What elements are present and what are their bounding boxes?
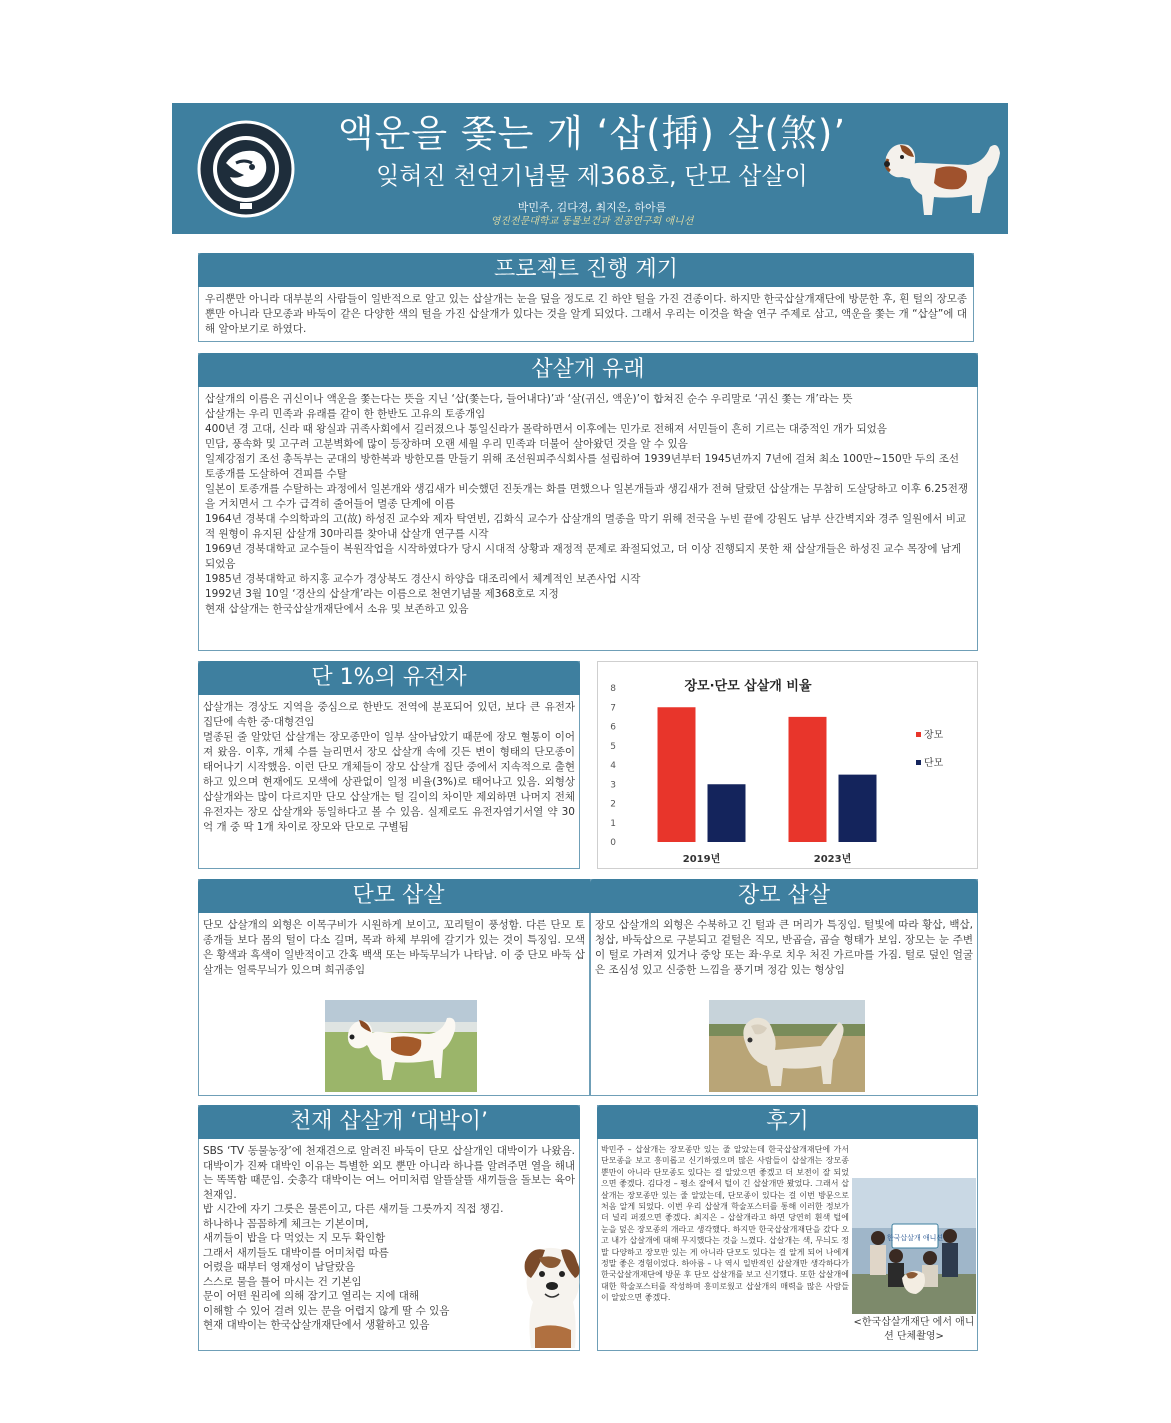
y-tick-label: 1	[610, 818, 616, 829]
group-photo-sign: 한국삽살개 애니션	[886, 1234, 944, 1242]
gene-line: 삽살개는 경상도 지역을 중심으로 한반도 전역에 분포되어 있던, 보다 큰 유전자 집단에 속한 중·대형견임	[203, 701, 575, 728]
poster-authors: 박민주, 김다경, 최지은, 하아름	[517, 201, 667, 214]
y-tick-label: 3	[610, 780, 616, 791]
origin-section	[198, 353, 978, 651]
poster-subtitle: 잊혀진 천연기념물 제368호, 단모 삽살이	[376, 162, 808, 190]
origin-heading: 삽살개 유래	[198, 353, 978, 387]
genius-line: 이해할 수 있어 걸려 있는 문을 어렵지 않게 딸 수 있음	[203, 1304, 450, 1317]
bar-단모	[839, 775, 877, 842]
genius-line: 밥 시간에 자기 그릇은 물론이고, 다른 새끼들 그릇까지 직접 챙김.	[203, 1203, 504, 1215]
gene-heading: 단 1%의 유전자	[198, 661, 580, 695]
y-tick-label: 0	[610, 838, 616, 848]
origin-line: 일제강점기 조선 총독부는 군대의 방한복과 방한모를 만들기 위해 조선원피주식회사를 설립하여 1939년부터 1945년까지 7년에 걸쳐 최소 100만~150만 두의 조선 토종개를 도살하여 견피를 수탈	[205, 453, 960, 480]
origin-line: 삽살개의 이름은 귀신이나 액운을 쫓는다는 뜻을 지닌 ‘삽(쫓는다, 들어내다)’과 ‘살(귀신, 액운)’이 합쳐진 순수 우리말로 ‘귀신 쫓는 개’라는 뜻	[205, 393, 853, 405]
y-tick-label: 5	[610, 741, 616, 752]
chart-title: 장모·단모 삽살개 비율	[684, 679, 812, 694]
genius-line: 스스로 물을 틀어 마시는 건 기본임	[203, 1275, 362, 1288]
x-tick-label: 2023년	[813, 854, 852, 865]
motive-heading: 프로젝트 진행 계기	[198, 253, 974, 287]
genius-line: 어렸을 때부터 영재성이 남달랐음	[203, 1261, 356, 1273]
y-tick-label: 4	[610, 761, 616, 771]
review-heading: 후기	[597, 1105, 978, 1139]
bar-장모	[789, 717, 827, 842]
y-tick-label: 7	[610, 703, 616, 714]
origin-line: 1992년 3월 10일 ‘경산의 삽살개’라는 이름으로 천연기념물 제368호로 지정	[205, 588, 559, 600]
ratio-bar-chart	[598, 662, 977, 868]
genius-line: 그래서 새끼들도 대박이를 어미처럼 따름	[203, 1246, 389, 1259]
motive-section	[198, 253, 974, 342]
gene-section	[198, 661, 580, 869]
short-hair-section	[198, 879, 590, 1096]
poster-affiliation: 영진전문대학교 동물보건과 전공연구회 애니션	[490, 216, 694, 227]
genius-line: 현재 대박이는 한국삽살개재단에서 생활하고 있음	[203, 1319, 430, 1331]
poster-title: 액운을 쫓는 개 ‘삽(揷) 살(煞)’	[337, 112, 847, 155]
legend-swatch	[916, 760, 921, 765]
ratio-chart-panel	[597, 661, 978, 869]
y-tick-label: 6	[610, 722, 616, 733]
poster-header	[172, 103, 1008, 234]
long-hair-heading: 장모 삽살	[590, 879, 978, 913]
genius-line: 문이 어떤 원리에 의해 잠기고 열리는 지에 대해	[203, 1290, 420, 1302]
y-tick-label: 2	[610, 799, 616, 810]
review-section	[597, 1105, 978, 1351]
group-photo-caption: <한국삽살개재단 에서 애니션 단체촬영>	[853, 1317, 975, 1342]
gene-list	[203, 700, 575, 835]
motive-text: 우리뿐만 아니라 대부분의 사람들이 일반적으로 알고 있는 삽살개는 눈을 덮을 정도로 긴 하얀 털을 가진 견종이다. 하지만 한국삽살개재단에 방문한 후, 흰 털의 장모종 뿐만 아니라 단모종과 바둑이 같은 다양한 색의 털을 가진 삽살개가 있다는 것을 알게 되었다. 그래서 우리는 이것을 학술 연구 주제로 삼고, 액운을 쫓는 개 “삽살”에 대해 알아보기로 하였다.	[205, 293, 967, 335]
y-tick-label: 8	[610, 684, 616, 694]
origin-line: 일본이 토종개를 수탈하는 과정에서 일본개와 생김새가 비슷했던 진돗개는 화를 면했으나 일본개들과 생김새가 전혀 달랐던 삽살개는 무참히 도살당하고 이후 6.25전쟁을 거치면서 그 수가 급격히 줄어들어 멸종 단계에 이름	[205, 483, 969, 510]
short-hair-heading: 단모 삽살	[198, 879, 599, 913]
origin-line: 민담, 풍속화 및 고구려 고분벽화에 많이 등장하며 오랜 세월 우리 민족과 더불어 살아왔던 것을 알 수 있음	[205, 438, 688, 450]
daebak-dog-photo	[517, 1238, 589, 1350]
header-dog-image	[872, 117, 1008, 234]
genius-line: 하나하나 꼼꼼하게 체크는 기본이며,	[203, 1217, 369, 1230]
long-hair-section	[590, 879, 978, 1096]
origin-line: 1969년 경북대학교 교수들이 복원작업을 시작하였다가 당시 시대적 상황과 재정적 문제로 좌절되었고, 더 이상 진행되지 못한 채 삽살개들은 하성진 교수 목장에 남게 되었음	[205, 543, 962, 570]
long-hair-text: 장모 삽살개의 외형은 수북하고 긴 털과 큰 머리가 특징임. 털빛에 따라 황삽, 백삽, 청삽, 바둑삽으로 구분되고 겉털은 직모, 반곱슬, 곱슬 형태가 보임. 장모는 눈 주변이 털로 가려져 있거나 중앙 또는 좌·우로 치우 처진 가르마를 가짐. 털로 덮인 얼굴은 조심성 있고 신중한 느낌을 풍기며 정감 있는 형상임	[595, 919, 973, 976]
group-photo	[852, 1178, 976, 1314]
origin-list	[205, 392, 971, 617]
bar-단모	[708, 784, 746, 842]
origin-line: 1985년 경북대학교 하지홍 교수가 경상북도 경산시 하양읍 대조리에서 체계적인 보존사업 시작	[205, 573, 641, 585]
review-text: 박민주 – 삽살개는 장모종만 있는 줄 알았는데 한국삽살개재단에 가서 단모종을 보고 흥미롭고 신기하였으며 많은 사람들이 삽살개는 장모종 뿐만이 아니라 단모종도 있다는 걸 알았으면 좋겠고 더 보전이 잘 되었으면 좋겠다. 김다경 – 평소 잘에서 털이 긴 삽살개만 봤었다. 그래서 삽살개는 장모종만 있는 줄 알았는데, 단모종이 있다는 걸 이번 방문으로 처음 알게 되었다. 이번 우리 삽살개 학술포스터를 통해 이러한 정보가 더 널리 퍼졌으면 좋겠다. 최지은 – 삽살개라고 하면 당연히 흰색 털에 눈을 덮은 장모종의 개라고 생각했다. 하지만 한국삽살개재단을 갔다 오고 내가 삽살개에 대해 무지했다는 것을 느꼈다. 삽살개는 색, 무늬도 정말 다양하고 장모만 있는 게 아니라 단모도 있다는 걸 알게 되어 나에게 정말 좋은 경험이었다. 하아름 – 나 역시 일반적인 삽살개만 생각하다가 한국삽살개재단에 방문 후 단모 삽살개를 보고 신기했다. 또한 삽살개에 대한 학술포스터를 작성하며 흥미로웠고 삽살개의 매력을 많은 사람들이 알았으면 좋겠다.	[601, 1145, 849, 1303]
bar-장모	[658, 707, 696, 842]
legend-swatch	[916, 732, 921, 737]
long-hair-dog-photo	[709, 1000, 865, 1092]
poster	[172, 103, 1008, 1353]
genius-dog-heading: 천재 삽살개 ‘대박이’	[198, 1105, 580, 1139]
legend-label: 장모	[924, 730, 944, 741]
short-hair-dog-photo	[325, 1000, 477, 1092]
short-hair-text: 단모 삽살개의 외형은 이목구비가 시원하게 보이고, 꼬리털이 풍성함. 다른 단모 토종개들 보다 몸의 털이 다소 길며, 목과 하체 부위에 갈기가 있는 것이 특징임. 모색은 황색과 흑색이 일반적이고 간혹 백색 또는 바둑무늬가 나타남. 이 중 단모 바둑 삽살개는 얼룩무늬가 있으며 희귀종임	[203, 919, 585, 976]
origin-line: 현재 삽살개는 한국삽살개재단에서 소유 및 보존하고 있음	[205, 603, 469, 615]
genius-dog-section	[198, 1105, 580, 1351]
x-tick-label: 2019년	[682, 854, 721, 865]
genius-line: 새끼들이 밥을 다 먹었는 지 모두 확인함	[203, 1232, 386, 1244]
origin-line: 400년 경 고대, 신라 때 왕실과 귀족사회에서 길러졌으나 통일신라가 몰락하면서 이후에는 민가로 전해져 서민들이 흔히 기르는 대중적인 개가 되었음	[205, 423, 887, 435]
university-logo-icon	[196, 119, 296, 219]
gene-line: 멸종된 줄 알았던 삽살개는 장모종만이 일부 살아남았기 때문에 장모 혈통이 이어져 왔음. 이후, 개체 수를 늘리면서 장모 삽살개 속에 깃든 변이 형태의 단모종이 태어나기 시작했음. 이런 단모 개체들이 장모 삽살개 집단 중에서 지속적으로 출현하고 있으며 현재에도 모색에 상관없이 일정 비율(3%)로 태어나고 있음. 외형상 삽살개와는 많이 다르지만 단모 삽살개는 털 길이의 차이만 제외하면 나머지 전체 유전자는 장모 삽살개와 동일하다고 볼 수 있음. 실제로도 유전자염기서열 약 30억 개 중 딱 1개 차이로 장모와 단모로 구별됨	[203, 731, 575, 833]
origin-line: 1964년 경북대 수의학과의 고(故) 하성진 교수와 제자 탁연빈, 김화식 교수가 삽살개의 멸종을 막기 위해 전국을 누빈 끝에 강원도 남부 산간벽지와 경주 일원에서 비교적 원형이 유지된 삽살개 30마리를 찾아내 삽살개 연구를 시작	[205, 513, 967, 540]
genius-line: SBS ‘TV 동물농장’에 천재견으로 알려진 바둑이 단모 삽살개인 대박이가 나왔음. 대박이가 진짜 대박인 이유는 특별한 외모 뿐만 아니라 하나를 알려주면 열을 해내는 똑똑함 때문임. 숫총각 대박이는 여느 어미처럼 알뜰살뜰 새끼들을 돌보는 육아 천재임.	[203, 1145, 575, 1201]
legend-label: 단모	[924, 758, 944, 769]
origin-line: 삽살개는 우리 민족과 유래를 같이 한 한반도 고유의 토종개임	[205, 408, 486, 420]
